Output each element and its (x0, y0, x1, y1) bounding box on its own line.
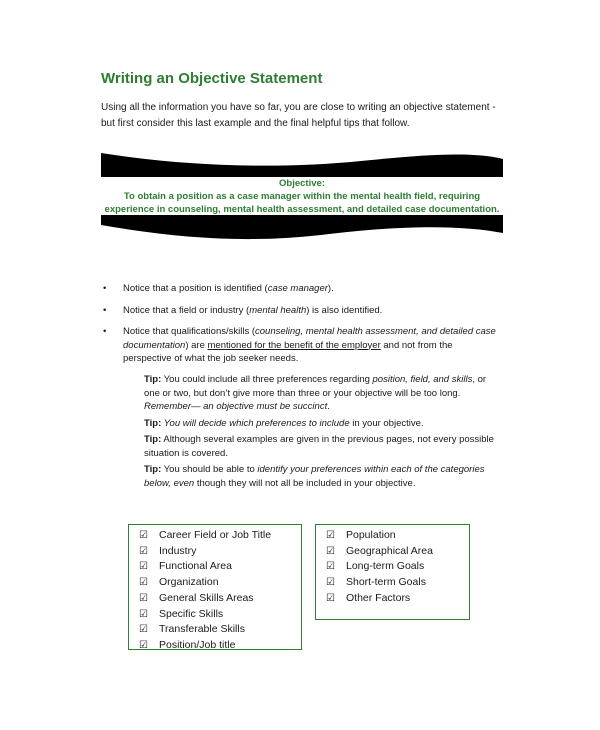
list-item: ☑ Position/Job title (139, 638, 301, 654)
bullet-icon: • (103, 283, 107, 294)
checkbox-checked-icon: ☑ (139, 639, 148, 651)
checkbox-checked-icon: ☑ (326, 561, 335, 573)
tip-1: Tip: You could include all three preferences regarding position, field, and skills, or one or two, but don’t give more than three or your objective will be too long. Remember— an objective must be succinct. (144, 374, 487, 412)
objective-banner (101, 153, 503, 241)
checklist-box-2 (315, 524, 470, 620)
tip-4: Tip: You should be able to identify your preferences within each of the categories below, even though they will not all be included in your objective. (144, 464, 485, 489)
tips-section (144, 373, 494, 493)
list-item: ☑ Short-term Goals (326, 575, 469, 591)
checkbox-checked-icon: ☑ (139, 530, 148, 541)
checkbox-checked-icon: ☑ (139, 561, 148, 573)
tip-3: Tip: Although several examples are given in the previous pages, not every possible situation is covered. (144, 434, 494, 459)
list-item: ☑ Career Field or Job Title (139, 528, 301, 544)
notice-list (101, 282, 496, 374)
list-item: ☑ Specific Skills (139, 607, 301, 623)
list-item: • Notice that qualifications/skills (counseling, mental health assessment, and detailed case documentation) are mentioned for the benefit of the employer and not from the perspective of what the job seeker needs. (103, 326, 496, 364)
checkbox-checked-icon: ☑ (326, 592, 335, 604)
list-item: ☑ Functional Area (139, 559, 301, 575)
checkbox-checked-icon: ☑ (139, 624, 148, 636)
checklist-box-1 (128, 524, 302, 650)
checkbox-checked-icon: ☑ (326, 577, 335, 589)
tip-2: Tip: You will decide which preferences to include in your objective. (144, 417, 424, 429)
objective-heading: Objective: (279, 178, 325, 189)
intro-paragraph: Using all the information you have so far, you are close to writing an objective statement - but first consider this last example and the final helpful tips that follow. (101, 102, 496, 129)
list-item: ☑ Long-term Goals (326, 559, 469, 575)
objective-text-box (101, 177, 503, 215)
checkbox-checked-icon: ☑ (139, 608, 148, 620)
checkbox-checked-icon: ☑ (139, 592, 148, 604)
list-item: ☑ General Skills Areas (139, 591, 301, 607)
checkbox-checked-icon: ☑ (139, 577, 148, 589)
list-item: ☑ Industry (139, 544, 301, 560)
list-item: ☑ Geographical Area (326, 544, 469, 560)
objective-line-1: To obtain a position as a case manager within the mental health field, requiring (123, 191, 481, 202)
checkbox-checked-icon: ☑ (326, 530, 335, 541)
checkbox-checked-icon: ☑ (139, 545, 148, 557)
checkbox-checked-icon: ☑ (326, 545, 335, 557)
bullet-icon: • (103, 326, 107, 337)
objective-line-2: experience in counseling, mental health assessment, and detailed case documentation. (104, 204, 500, 215)
list-item: ☑ Other Factors (326, 591, 469, 607)
list-item: • Notice that a position is identified (case manager). (103, 283, 334, 294)
bullet-icon: • (103, 304, 107, 316)
list-item: • Notice that a field or industry (mental health) is also identified. (103, 304, 383, 316)
list-item: ☑ Population (326, 528, 469, 544)
page-title: Writing an Objective Statement (101, 70, 323, 87)
list-item: ☑ Transferable Skills (139, 622, 301, 638)
list-item: ☑ Organization (139, 575, 301, 591)
